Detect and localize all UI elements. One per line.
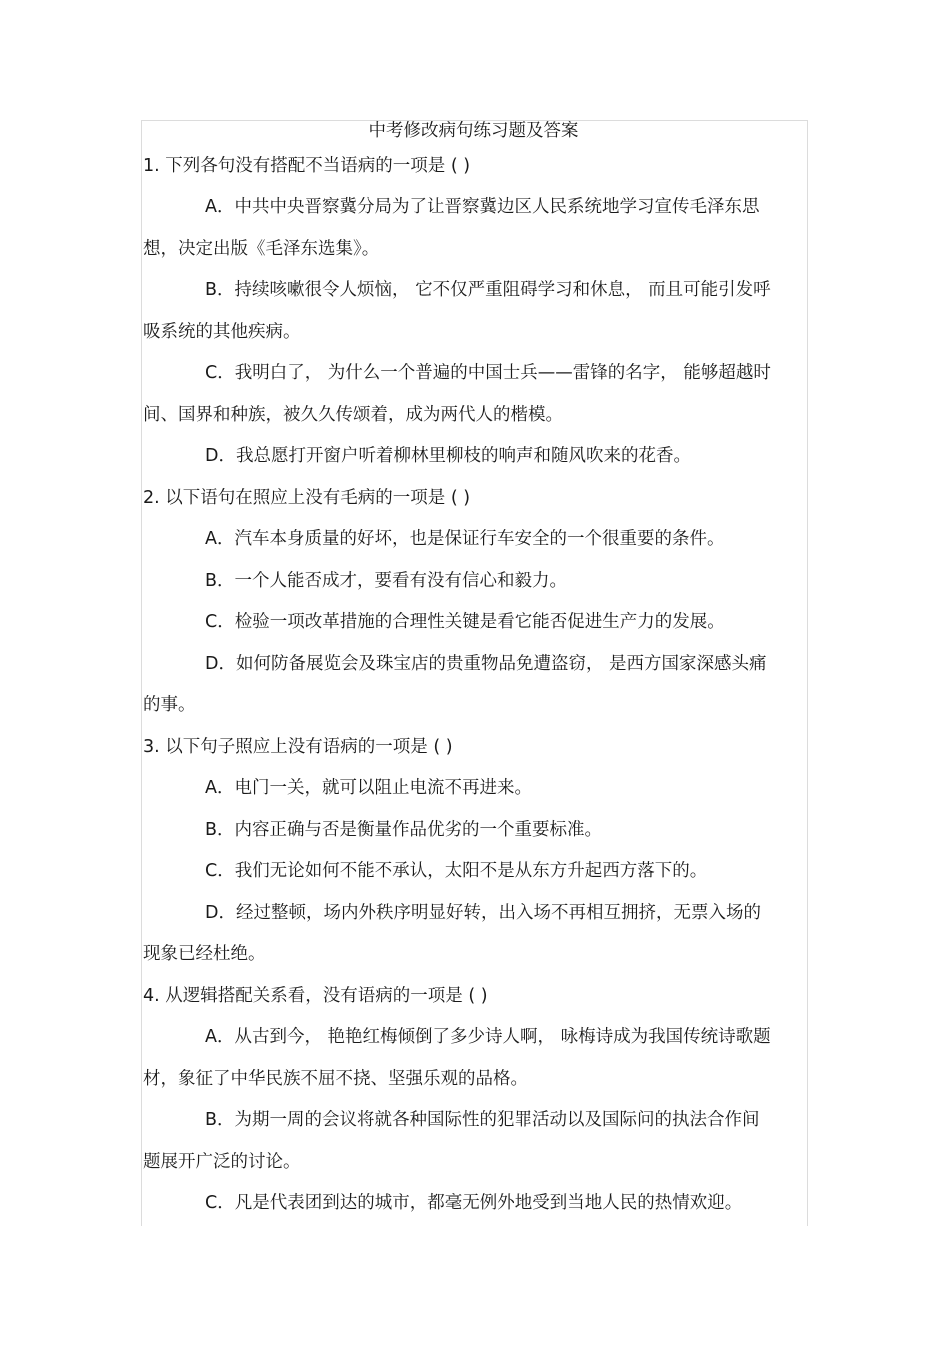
option-1d-line1: D．我总愿打开窗户听着柳林里柳枝的响声和随风吹来的花香。 xyxy=(205,446,691,466)
option-4b-line2: 题展开广泛的讨论。 xyxy=(143,1152,301,1172)
option-4a-line1: A．从古到今， 艳艳红梅倾倒了多少诗人啊， 咏梅诗成为我国传统诗歌题 xyxy=(205,1027,771,1047)
option-1a-line2: 想，决定出版《毛泽东选集》。 xyxy=(143,239,380,259)
question-stem-2: 2. 以下语句在照应上没有毛病的一项是 ( ) xyxy=(143,488,471,508)
option-2d-line1: D．如何防备展览会及珠宝店的贵重物品免遭盗窃， 是西方国家深感头痛 xyxy=(205,654,767,674)
question-stem-1: 1. 下列各句没有搭配不当语病的一项是 ( ) xyxy=(143,156,471,176)
option-2a-line1: A．汽车本身质量的好坏，也是保证行车安全的一个很重要的条件。 xyxy=(205,529,725,549)
option-1b-line2: 吸系统的其他疾病。 xyxy=(143,322,301,342)
option-3d-line1: D．经过整顿，场内外秩序明显好转，出入场不再相互拥挤，无票入场的 xyxy=(205,903,761,923)
question-stem-4: 4. 从逻辑搭配关系看，没有语病的一项是 ( ) xyxy=(143,986,488,1006)
option-3a-line1: A．电门一关，就可以阻止电流不再进来。 xyxy=(205,778,532,798)
option-2d-line2: 的事。 xyxy=(143,695,196,715)
option-3d-line2: 现象已经杜绝。 xyxy=(143,944,266,964)
option-1b-line1: B．持续咳嗽很令人烦恼， 它不仅严重阻碍学习和休息， 而且可能引发呼 xyxy=(205,280,771,300)
option-1a-line1: A．中共中央晋察冀分局为了让晋察冀边区人民系统地学习宣传毛泽东思 xyxy=(205,197,760,217)
option-2c-line1: C．检验一项改革措施的合理性关键是看它能否促进生产力的发展。 xyxy=(205,612,725,632)
option-2b-line1: B．一个人能否成才，要看有没有信心和毅力。 xyxy=(205,571,568,591)
option-1c-line1: C．我明白了， 为什么一个普遍的中国士兵——雷锋的名字， 能够超越时 xyxy=(205,363,771,383)
option-3c-line1: C．我们无论如何不能不承认，太阳不是从东方升起西方落下的。 xyxy=(205,861,708,881)
option-1c-line2: 间、国界和种族，被久久传颂着，成为两代人的楷模。 xyxy=(143,405,563,425)
option-4c-line1: C．凡是代表团到达的城市，都毫无例外地受到当地人民的热情欢迎。 xyxy=(205,1193,743,1213)
option-3b-line1: B．内容正确与否是衡量作品优劣的一个重要标准。 xyxy=(205,820,603,840)
document-title: 中考修改病句练习题及答案 xyxy=(368,121,579,141)
option-4a-line2: 材，象征了中华民族不屈不挠、坚强乐观的品格。 xyxy=(143,1069,528,1089)
option-4b-line1: B．为期一周的会议将就各种国际性的犯罪活动以及国际问的执法合作间 xyxy=(205,1110,760,1130)
question-stem-3: 3. 以下句子照应上没有语病的一项是 ( ) xyxy=(143,737,453,757)
